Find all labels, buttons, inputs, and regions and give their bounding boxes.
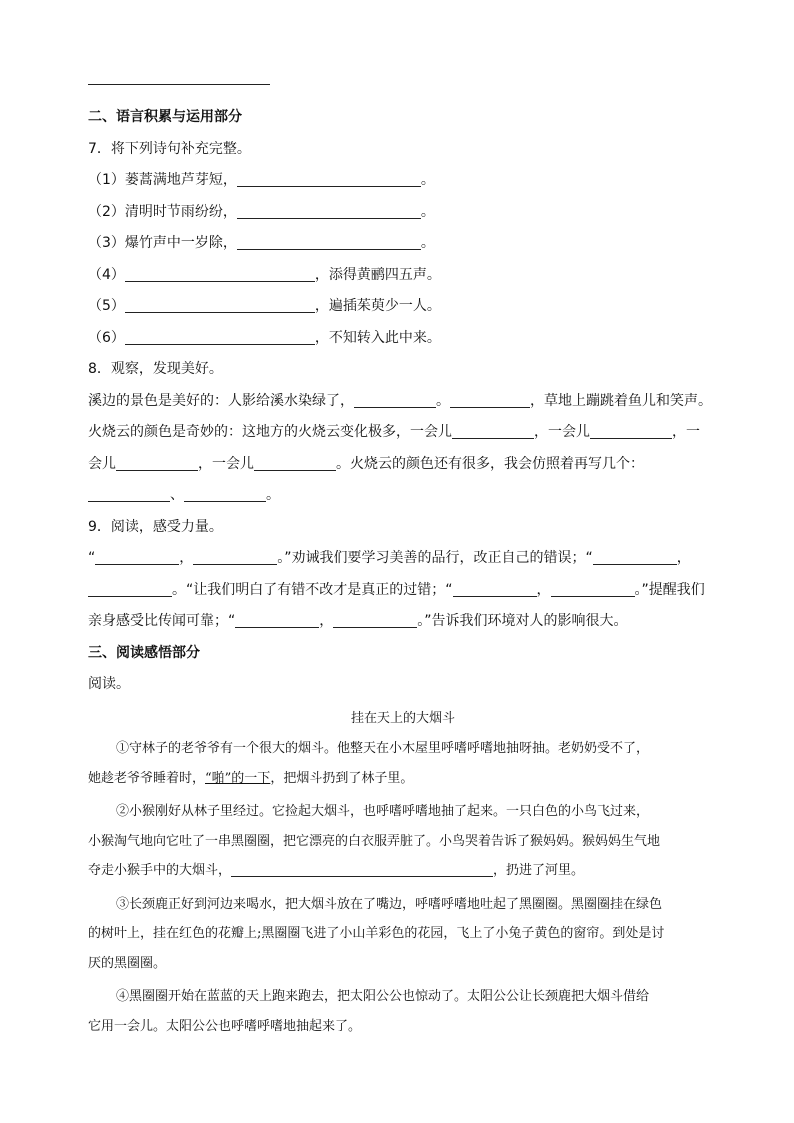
paragraph-1-line-1: ①守林子的老爷爷有一个很大的烟斗。他整天在小木屋里呼嗜呼嗜地抽呀抽。老奶奶受不了，	[116, 741, 650, 756]
answer-blank[interactable]	[184, 486, 266, 502]
paragraph-1-line-2: 她趁老爷爷睡着时，“啪”的一下，把烟斗扔到了林子里。	[88, 770, 414, 786]
answer-blank[interactable]	[333, 612, 417, 628]
answer-blank[interactable]	[95, 549, 179, 565]
story-body	[88, 734, 718, 1041]
story-title: 挂在天上的大烟斗	[350, 710, 455, 726]
answer-blank[interactable]	[235, 612, 319, 628]
exam-page	[88, 84, 718, 1041]
q7-item-3: （3）爆竹声中一岁除， 。	[88, 235, 435, 251]
answer-blank[interactable]	[125, 297, 315, 313]
answer-blank[interactable]	[453, 581, 537, 597]
q8-line-4: 、 。	[88, 480, 718, 512]
q7-item-1: （1）蒌蒿满地芦芽短， 。	[88, 172, 435, 188]
answer-blank[interactable]	[237, 171, 421, 187]
section3-title: 三、阅读感悟部分	[88, 644, 200, 661]
q7-item-4: （4） ，添得黄鹂四五声。	[88, 266, 441, 283]
paragraph-3-line-3: 厌的黑圈圈。	[88, 955, 167, 971]
q7-item-5: （5） ，遍插茱萸少一人。	[88, 298, 441, 314]
answer-blank[interactable]	[593, 549, 677, 565]
q7-item-6: （6） ，不知转入此中来。	[88, 329, 441, 346]
q8-line-3: 会儿 ，一会儿 。火烧云的颜色还有很多，我会仿照着再写几个：	[88, 455, 644, 472]
paragraph-3-line-2: 的树叶上，挂在红色的花瓣上;黑圈圈飞进了小山羊彩色的花园，飞上了小兔子黄色的窗帘。到处是讨	[88, 926, 665, 941]
top-rule	[88, 84, 270, 85]
q9-line-3: 亲身感受比传闻可靠；“ ， 。”告诉我们环境对人的影响很大。	[88, 613, 628, 629]
answer-blank[interactable]	[450, 392, 530, 408]
q9-line-1: “ ， 。”劝诫我们要学习美善的品行，改正自己的错误；“ ，	[88, 550, 691, 566]
answer-blank[interactable]	[354, 392, 436, 408]
answer-blank[interactable]	[125, 266, 315, 282]
answer-blank[interactable]	[237, 234, 421, 250]
q8-line-2: 火烧云的颜色是奇妙的：这地方的火烧云变化极多，一会儿 ，一会儿 ，一	[88, 424, 700, 440]
paragraph-2-line-1: ②小猴刚好从林子里经过。它捡起大烟斗，也呼嗜呼嗜地抽了起来。一只白色的小鸟飞过来，	[116, 804, 650, 819]
paragraph-3-line-1: ③长颈鹿正好到河边来喝水，把大烟斗放在了嘴边，呼嗜呼嗜地吐起了黑圈圈。黑圈圈挂在绿色	[116, 896, 663, 912]
paragraph-4-line-2: 它用一会儿。太阳公公也呼嗜呼嗜地抽起来了。	[88, 1018, 362, 1034]
q8-stem: 8．观察，发现美好。	[88, 361, 223, 377]
answer-blank[interactable]	[88, 486, 170, 502]
section2-title: 二、语言积累与运用部分	[88, 109, 242, 125]
answer-blank[interactable]	[254, 455, 336, 471]
answer-blank[interactable]	[88, 581, 172, 597]
answer-blank[interactable]	[237, 203, 421, 219]
q7-item-2: （2）清明时节雨纷纷， 。	[88, 203, 435, 220]
answer-blank[interactable]	[452, 423, 534, 439]
answer-blank[interactable]	[231, 861, 493, 877]
q7-stem: 7．将下列诗句补充完整。	[88, 140, 251, 157]
answer-blank[interactable]	[116, 455, 198, 471]
paragraph-2-line-2: 小猴淘气地向它吐了一串黑圈圈，把它漂亮的白衣服弄脏了。小鸟哭着告诉了猴妈妈。猴妈妈生气地	[88, 833, 661, 849]
answer-blank[interactable]	[551, 581, 635, 597]
answer-blank[interactable]	[125, 329, 315, 345]
paragraph-4-line-1: ④黑圈圈开始在蓝蓝的天上跑来跑去，把太阳公公也惊动了。太阳公公让长颈鹿把大烟斗借给	[116, 989, 650, 1004]
paragraph-2-line-3: 夺走小猴手中的大烟斗， ，扔进了河里。	[88, 863, 585, 878]
q9-line-2: 。“让我们明白了有错不改才是真正的过错；“ ， 。”提醒我们	[88, 575, 718, 607]
underlined-phrase: “啪”的一下	[205, 770, 271, 786]
reading-instruction: 阅读。	[88, 676, 130, 692]
q8-line-1: 溪边的景色是美好的：人影给溪水染绿了， 。 ，草地上蹦跳着鱼儿和笑声。	[88, 392, 712, 409]
answer-blank[interactable]	[193, 549, 277, 565]
q9-stem: 9．阅读，感受力量。	[88, 518, 223, 535]
answer-blank[interactable]	[590, 423, 672, 439]
